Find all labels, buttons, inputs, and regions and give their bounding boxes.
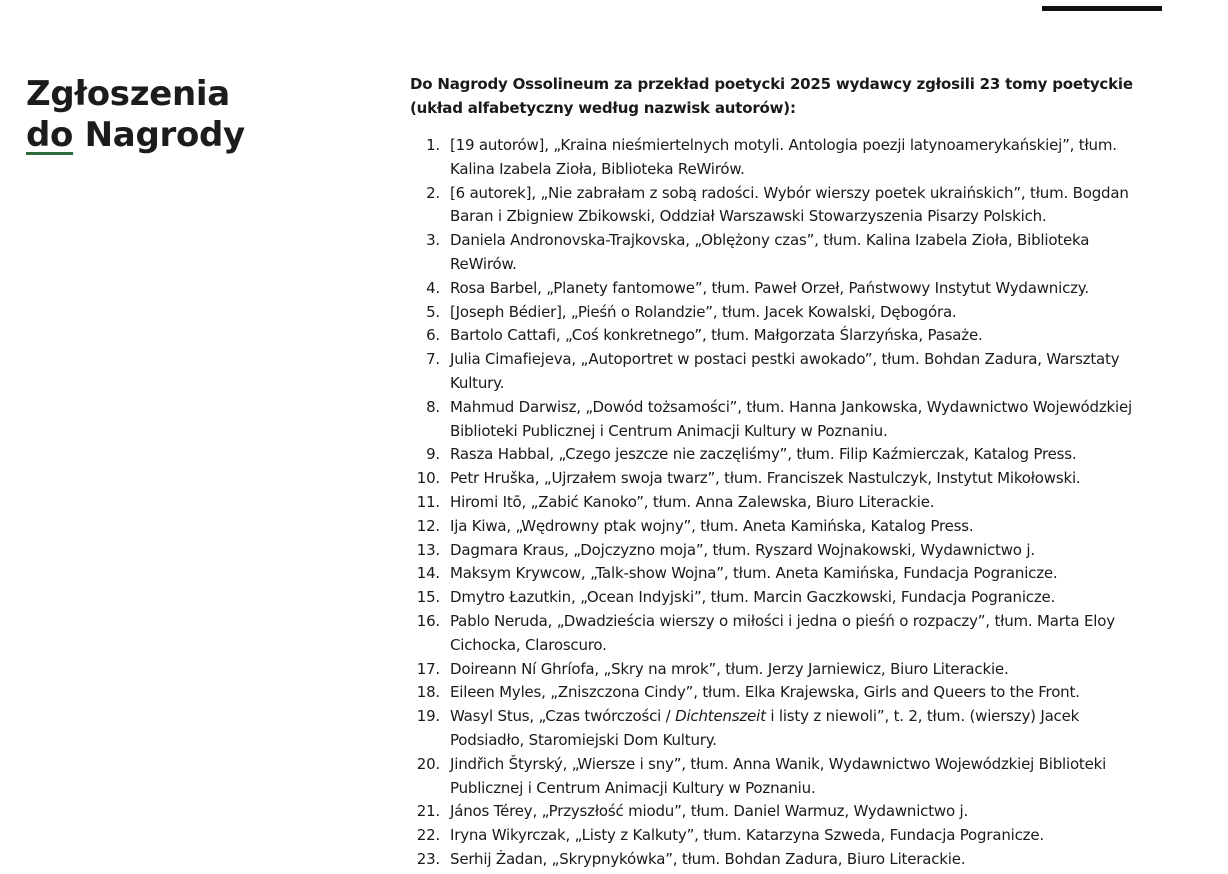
list-item-number: 10. [416, 469, 440, 488]
list-item-number: 4. [426, 278, 440, 297]
list-item-number: 5. [426, 302, 440, 321]
list-item [410, 443, 1150, 467]
list-item [410, 681, 1150, 705]
list-item-text: Rosa Barbel, „Planety fantomowe”, tłum. Paweł Orzeł, Państwowy Instytut Wydawniczy. [450, 278, 1089, 297]
list-item [410, 539, 1150, 563]
list-item-text: Julia Cimafiejeva, „Autoportret w postaci pestki awokado”, tłum. Bohdan Zadura, Warsztaty Kultury. [450, 350, 1120, 392]
list-item-text: Petr Hruška, „Ujrzałem swoja twarz”, tłum. Franciszek Nastulczyk, Instytut Mikołowski. [450, 469, 1081, 488]
list-item-text: János Térey, „Przyszłość miodu”, tłum. Daniel Warmuz, Wydawnictwo j. [450, 802, 969, 821]
list-item [410, 348, 1150, 396]
list-item-italic-title: Dichtenszeit [675, 707, 766, 726]
list-item-text: Maksym Krywcow, „Talk-show Wojna”, tłum. Aneta Kamińska, Fundacja Pogranicze. [450, 564, 1058, 583]
list-item-number: 6. [426, 326, 440, 345]
list-item [410, 848, 1150, 872]
list-item-text: [19 autorów], „Kraina nieśmiertelnych motyli. Antologia poezji latynoamerykańskiej”, tłum. Kalina Izabela Zioła, Biblioteka ReWirów. [450, 136, 1117, 178]
list-item-text: Mahmud Darwisz, „Dowód tożsamości”, tłum. Hanna Jankowska, Wydawnictwo Wojewódzkiej Biblioteki Publicznej i Centrum Animacji Kultury w Poznaniu. [450, 397, 1132, 440]
list-item [410, 562, 1150, 586]
list-item-number: 7. [426, 350, 440, 369]
list-item-text: Daniela Andronovska-Trajkovska, „Oblężony czas”, tłum. Kalina Izabela Zioła, Biblioteka ReWirów. [450, 231, 1090, 273]
list-item-text-continued: i listy z niewoli”, t. 2, tłum. (wierszy) Jacek Podsiadło, Staromiejski Dom Kultury. [450, 707, 1080, 749]
list-item-text: Eileen Myles, „Zniszczona Cindy”, tłum. Elka Krajewska, Girls and Queers to the Front. [450, 683, 1080, 702]
list-item-number: 9. [426, 445, 440, 464]
list-item-text: Wasyl Stus, „Czas twórczości / [450, 707, 676, 726]
list-item [410, 824, 1150, 848]
list-item [410, 396, 1150, 444]
list-item [410, 586, 1150, 610]
list-item [410, 277, 1150, 301]
list-item-text: Dagmara Kraus, „Dojczyzno moja”, tłum. Ryszard Wojnakowski, Wydawnictwo j. [450, 540, 1035, 559]
list-item-number: 2. [426, 183, 440, 202]
list-item-number: 22. [416, 826, 440, 845]
list-item [410, 658, 1150, 682]
list-item-text: Iryna Wikyrczak, „Listy z Kalkuty”, tłum. Katarzyna Szweda, Fundacja Pogranicze. [450, 826, 1044, 845]
top-rule-decoration [1042, 6, 1162, 11]
list-item [410, 301, 1150, 325]
list-item [410, 467, 1150, 491]
main-content [410, 72, 1150, 872]
list-item-number: 20. [416, 754, 440, 773]
list-item-text: Hiromi Itō, „Zabić Kanoko”, tłum. Anna Zalewska, Biuro Literackie. [450, 492, 935, 511]
list-item-text: Dmytro Łazutkin, „Ocean Indyjski”, tłum. Marcin Gaczkowski, Fundacja Pogranicze. [450, 588, 1056, 607]
list-item [410, 229, 1150, 277]
list-item-number: 16. [416, 611, 440, 630]
list-item-number: 18. [416, 683, 440, 702]
page-title-line-2 [26, 115, 245, 156]
list-item [410, 491, 1150, 515]
intro-paragraph: Do Nagrody Ossolineum za przekład poetycki 2025 wydawcy zgłosili 23 tomy poetyckie (układ alfabetyczny według nazwisk autorów): [410, 75, 1133, 117]
list-item-number: 15. [416, 588, 440, 607]
list-item-number: 11. [416, 492, 440, 511]
heading-text-nagrody: Nagrody [73, 115, 245, 155]
list-item-text: Bartolo Cattafi, „Coś konkretnego”, tłum. Małgorzata Ślarzyńska, Pasaże. [450, 326, 983, 345]
list-item [410, 705, 1150, 753]
list-item-number: 19. [416, 707, 440, 726]
list-item [410, 134, 1150, 182]
list-item [410, 800, 1150, 824]
list-item [410, 610, 1150, 658]
list-item [410, 324, 1150, 348]
list-item-text: Doireann Ní Ghríofa, „Skry na mrok”, tłum. Jerzy Jarniewicz, Biuro Literackie. [450, 659, 1009, 678]
list-item-text: Pablo Neruda, „Dwadzieścia wierszy o miłości i jedna o pieśń o rozpaczy”, tłum. Marta Eloy Cichocka, Claroscuro. [450, 611, 1115, 654]
list-item-number: 14. [416, 564, 440, 583]
list-item [410, 515, 1150, 539]
list-item-number: 12. [416, 516, 440, 535]
list-item [410, 182, 1150, 230]
heading-link-do[interactable]: do [26, 115, 74, 155]
list-item-text: Jindřich Štyrský, „Wiersze i sny”, tłum. Anna Wanik, Wydawnictwo Wojewódzkiej Biblioteki Publicznej i Centrum Animacji Kultury w Poznaniu. [450, 754, 1107, 797]
list-item-number: 8. [426, 397, 440, 416]
submissions-list [410, 134, 1150, 872]
list-item-number: 1. [426, 136, 440, 154]
list-item [410, 753, 1150, 801]
list-item-text: [Joseph Bédier], „Pieśń o Rolandzie”, tłum. Jacek Kowalski, Dębogóra. [450, 302, 957, 321]
list-item-text: Rasza Habbal, „Czego jeszcze nie zaczęliśmy”, tłum. Filip Kaźmierczak, Katalog Press. [450, 445, 1077, 464]
page-title-line-1: Zgłoszenia [26, 74, 230, 114]
list-item-text: Ija Kiwa, „Wędrowny ptak wojny”, tłum. Aneta Kamińska, Katalog Press. [450, 516, 974, 535]
list-item-number: 21. [416, 802, 440, 821]
list-item-text: Serhij Żadan, „Skrypnykówka”, tłum. Bohdan Zadura, Biuro Literackie. [450, 849, 966, 868]
list-item-number: 23. [416, 849, 440, 868]
list-item-text: [6 autorek], „Nie zabrałam z sobą radości. Wybór wierszy poetek ukraińskich”, tłum. Bogdan Baran i Zbigniew Zbikowski, Oddział Warszawski Stowarzyszenia Pisarzy Polskich. [450, 183, 1129, 226]
list-item-number: 3. [426, 231, 440, 250]
list-item-number: 13. [416, 540, 440, 559]
page-title [26, 74, 245, 156]
list-item-number: 17. [416, 659, 440, 678]
